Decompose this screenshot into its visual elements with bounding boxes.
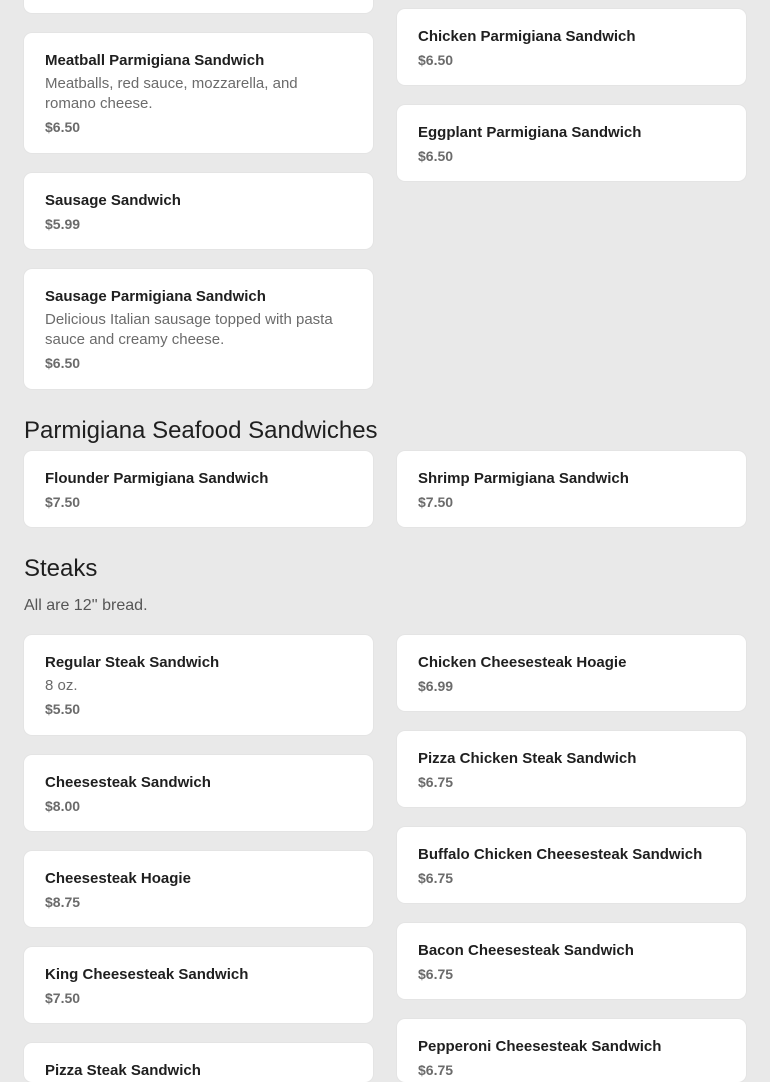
menu-item-card[interactable]: [397, 9, 746, 85]
menu-item-card[interactable]: [397, 731, 746, 807]
item-price: $6.50: [45, 119, 81, 135]
menu-item-card[interactable]: [397, 1019, 746, 1082]
item-price: $6.50: [418, 148, 454, 164]
item-price: $8.00: [45, 798, 81, 814]
item-price: $5.50: [45, 701, 81, 717]
item-name: Sausage Sandwich: [45, 192, 181, 209]
item-price: $6.99: [418, 678, 454, 694]
menu-item-card[interactable]: [24, 173, 373, 249]
menu-item-card[interactable]: [397, 827, 746, 903]
menu-item-card[interactable]: [24, 269, 373, 389]
menu-item-card[interactable]: [397, 105, 746, 181]
menu-item-card[interactable]: [24, 947, 373, 1023]
item-name: Buffalo Chicken Cheesesteak Sandwich: [418, 846, 703, 863]
item-price: $6.75: [418, 1062, 454, 1078]
item-name: Pizza Chicken Steak Sandwich: [418, 750, 637, 767]
menu-item-card[interactable]: [24, 451, 373, 527]
item-price: $8.75: [45, 894, 81, 910]
item-name: Chicken Cheesesteak Hoagie: [418, 654, 627, 671]
menu-item-card-partial[interactable]: [24, 0, 373, 13]
item-description: Meatballs, red sauce, mozzarella, and romano cheese.: [45, 75, 298, 112]
section-title-seafood: Parmigiana Seafood Sandwiches: [24, 417, 378, 444]
item-name: Cheesesteak Sandwich: [45, 774, 211, 791]
menu-item-card[interactable]: [397, 451, 746, 527]
item-name: Shrimp Parmigiana Sandwich: [418, 470, 629, 487]
item-name: Pepperoni Cheesesteak Sandwich: [418, 1038, 662, 1055]
section-description: All are 12'' bread.: [24, 597, 148, 614]
item-price: $6.75: [418, 966, 454, 982]
menu-item-card[interactable]: [24, 635, 373, 735]
item-name: King Cheesesteak Sandwich: [45, 966, 249, 983]
item-name: Regular Steak Sandwich: [45, 654, 220, 671]
item-name: Bacon Cheesesteak Sandwich: [418, 942, 634, 959]
item-name: Eggplant Parmigiana Sandwich: [418, 124, 642, 141]
item-price: $5.99: [45, 216, 81, 232]
item-price: $6.75: [418, 870, 454, 886]
item-name: Flounder Parmigiana Sandwich: [45, 470, 269, 487]
item-price: $6.50: [45, 355, 81, 371]
item-price: $7.50: [45, 990, 81, 1006]
item-name: Pizza Steak Sandwich: [45, 1062, 201, 1079]
item-price: $7.50: [45, 494, 81, 510]
item-price: $7.50: [418, 494, 454, 510]
item-name: Cheesesteak Hoagie: [45, 870, 191, 887]
menu-item-card[interactable]: [24, 33, 373, 153]
menu-item-card[interactable]: [24, 851, 373, 927]
menu-item-card[interactable]: [24, 1043, 373, 1082]
item-name: Sausage Parmigiana Sandwich: [45, 288, 266, 305]
section-title-steaks: Steaks: [24, 555, 98, 582]
menu-item-card[interactable]: [397, 923, 746, 999]
item-price: $6.75: [418, 774, 454, 790]
menu-item-card[interactable]: [397, 635, 746, 711]
item-description: Delicious Italian sausage topped with pasta sauce and creamy cheese.: [45, 311, 333, 348]
item-name: Chicken Parmigiana Sandwich: [418, 28, 636, 45]
item-price: $6.50: [418, 52, 454, 68]
item-name: Meatball Parmigiana Sandwich: [45, 52, 265, 69]
item-description: 8 oz.: [45, 677, 78, 694]
menu-item-card[interactable]: [24, 755, 373, 831]
